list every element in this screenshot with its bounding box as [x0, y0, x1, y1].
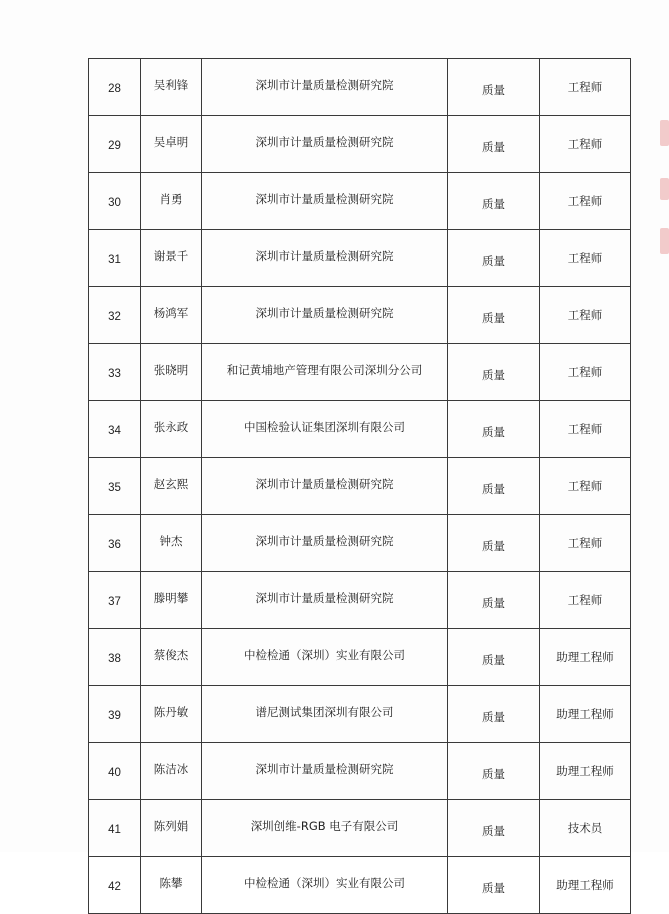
specialty: 质量	[448, 515, 540, 572]
organization: 和记黄埔地产管理有限公司深圳分公司	[202, 344, 448, 401]
job-title: 助理工程师	[540, 686, 631, 743]
organization: 深圳市计量质量检测研究院	[202, 743, 448, 800]
job-title: 工程师	[540, 572, 631, 629]
table-row	[89, 116, 631, 173]
job-title: 工程师	[540, 287, 631, 344]
table-row	[89, 173, 631, 230]
organization: 谱尼测试集团深圳有限公司	[202, 686, 448, 743]
row-number: 42	[89, 857, 141, 914]
organization: 深圳市计量质量检测研究院	[202, 230, 448, 287]
table-row	[89, 59, 631, 116]
specialty: 质量	[448, 230, 540, 287]
person-name: 钟杰	[141, 515, 202, 572]
specialty: 质量	[448, 116, 540, 173]
organization: 深圳市计量质量检测研究院	[202, 59, 448, 116]
organization: 深圳市计量质量检测研究院	[202, 116, 448, 173]
specialty: 质量	[448, 458, 540, 515]
organization: 深圳市计量质量检测研究院	[202, 515, 448, 572]
job-title: 助理工程师	[540, 743, 631, 800]
job-title: 工程师	[540, 230, 631, 287]
job-title: 技术员	[540, 800, 631, 857]
row-number: 33	[89, 344, 141, 401]
person-name: 滕明攀	[141, 572, 202, 629]
person-name: 陈列娟	[141, 800, 202, 857]
row-number: 35	[89, 458, 141, 515]
person-name: 吴卓明	[141, 116, 202, 173]
row-number: 28	[89, 59, 141, 116]
row-number: 30	[89, 173, 141, 230]
organization: 深圳市计量质量检测研究院	[202, 173, 448, 230]
organization: 中检检通（深圳）实业有限公司	[202, 857, 448, 914]
specialty: 质量	[448, 287, 540, 344]
table-row	[89, 686, 631, 743]
job-title: 工程师	[540, 173, 631, 230]
organization: 深圳市计量质量检测研究院	[202, 458, 448, 515]
organization: 深圳市计量质量检测研究院	[202, 572, 448, 629]
specialty: 质量	[448, 344, 540, 401]
organization: 深圳市计量质量检测研究院	[202, 287, 448, 344]
specialty: 质量	[448, 59, 540, 116]
person-name: 张晓明	[141, 344, 202, 401]
person-name: 张永政	[141, 401, 202, 458]
personnel-table	[88, 58, 631, 914]
table-row	[89, 572, 631, 629]
seal-fragment	[660, 120, 669, 146]
row-number: 36	[89, 515, 141, 572]
job-title: 工程师	[540, 401, 631, 458]
person-name: 吴利锋	[141, 59, 202, 116]
seal-fragment	[660, 228, 669, 254]
table-row	[89, 401, 631, 458]
organization: 中国检验认证集团深圳有限公司	[202, 401, 448, 458]
organization: 中检检通（深圳）实业有限公司	[202, 629, 448, 686]
person-name: 杨鸿军	[141, 287, 202, 344]
job-title: 工程师	[540, 458, 631, 515]
person-name: 谢景千	[141, 230, 202, 287]
person-name: 陈丹敏	[141, 686, 202, 743]
job-title: 工程师	[540, 344, 631, 401]
table-row	[89, 629, 631, 686]
person-name: 陈洁冰	[141, 743, 202, 800]
seal-fragment	[660, 178, 669, 200]
job-title: 工程师	[540, 116, 631, 173]
row-number: 32	[89, 287, 141, 344]
person-name: 赵玄熙	[141, 458, 202, 515]
person-name: 肖勇	[141, 173, 202, 230]
job-title: 助理工程师	[540, 857, 631, 914]
table-row	[89, 800, 631, 857]
table-row	[89, 230, 631, 287]
table-row	[89, 287, 631, 344]
organization: 深圳创维-RGB 电子有限公司	[202, 800, 448, 857]
table-row	[89, 458, 631, 515]
row-number: 41	[89, 800, 141, 857]
specialty: 质量	[448, 800, 540, 857]
specialty: 质量	[448, 401, 540, 458]
specialty: 质量	[448, 743, 540, 800]
table-row	[89, 857, 631, 914]
specialty: 质量	[448, 857, 540, 914]
row-number: 29	[89, 116, 141, 173]
specialty: 质量	[448, 572, 540, 629]
row-number: 40	[89, 743, 141, 800]
person-name: 蔡俊杰	[141, 629, 202, 686]
row-number: 38	[89, 629, 141, 686]
row-number: 31	[89, 230, 141, 287]
job-title: 工程师	[540, 515, 631, 572]
table-row	[89, 743, 631, 800]
personnel-table-body	[89, 59, 631, 914]
specialty: 质量	[448, 173, 540, 230]
row-number: 37	[89, 572, 141, 629]
job-title: 工程师	[540, 59, 631, 116]
row-number: 39	[89, 686, 141, 743]
specialty: 质量	[448, 629, 540, 686]
job-title: 助理工程师	[540, 629, 631, 686]
table-row	[89, 344, 631, 401]
person-name: 陈攀	[141, 857, 202, 914]
row-number: 34	[89, 401, 141, 458]
specialty: 质量	[448, 686, 540, 743]
table-row	[89, 515, 631, 572]
